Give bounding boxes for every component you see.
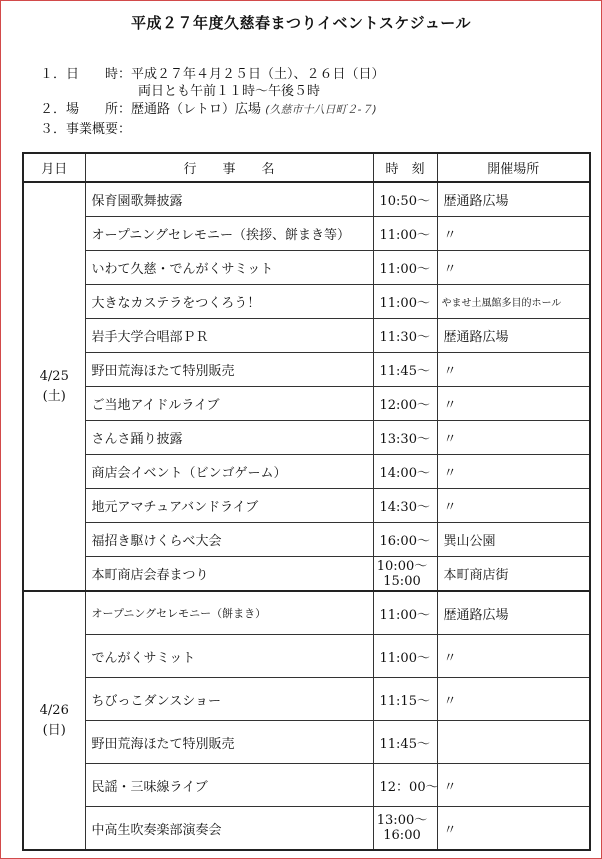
table-row	[23, 807, 590, 851]
event-name: ご当地アイドルライブ	[85, 387, 373, 421]
table-row	[23, 455, 590, 489]
event-place: 〃	[437, 678, 590, 721]
weekday-day1: (土)	[42, 388, 66, 404]
table-row	[23, 489, 590, 523]
page-title: 平成２７年度久慈春まつりイベントスケジュール	[131, 14, 471, 32]
event-time-end: 15:00	[383, 573, 421, 589]
event-name: いわて久慈・でんがくサミット	[85, 251, 373, 285]
venue-label: ２．場 所：	[40, 102, 132, 117]
event-time: 11:45～	[373, 721, 437, 764]
event-time: 11:30～	[373, 319, 437, 353]
event-place: 本町商店街	[437, 557, 590, 592]
event-place: 歴通路広場	[437, 591, 590, 635]
event-time: 10:50～	[373, 182, 437, 217]
date-day1: 4/25	[39, 368, 69, 384]
event-name: 商店会イベント（ビンゴゲーム）	[85, 455, 373, 489]
date-cell-day2	[23, 591, 85, 850]
event-place	[437, 721, 590, 764]
event-place: 〃	[437, 455, 590, 489]
table-row	[23, 251, 590, 285]
info-overview: ３．事業概要：	[40, 122, 132, 137]
event-name: 地元アマチュアバンドライブ	[85, 489, 373, 523]
event-name: 野田荒海ほたて特別販売	[85, 353, 373, 387]
event-name: 野田荒海ほたて特別販売	[85, 721, 373, 764]
event-time	[373, 557, 437, 592]
event-place: 〃	[437, 251, 590, 285]
table-row	[23, 182, 590, 217]
event-time-start: 13:00～	[376, 813, 428, 828]
event-place: 〃	[437, 764, 590, 807]
date-cell-day1	[23, 182, 85, 591]
event-time: 13:30～	[373, 421, 437, 455]
table-row	[23, 387, 590, 421]
venue-value: 歴通路（レトロ）広場	[131, 102, 262, 117]
event-place: 巽山公園	[437, 523, 590, 557]
table-row	[23, 217, 590, 251]
event-time: 11:15～	[373, 678, 437, 721]
event-time: 12：00～	[373, 764, 437, 807]
table-row	[23, 421, 590, 455]
table-row	[23, 557, 590, 592]
table-row	[23, 721, 590, 764]
event-place: 歴通路広場	[437, 319, 590, 353]
table-row	[23, 523, 590, 557]
event-name: 保育園歌舞披露	[85, 182, 373, 217]
schedule-table	[22, 152, 591, 851]
event-place: 〃	[437, 489, 590, 523]
header-place: 開催場所	[437, 153, 590, 182]
event-time-end: 16:00	[383, 828, 421, 843]
table-row	[23, 285, 590, 319]
event-time: 11:45～	[373, 353, 437, 387]
weekday-day2: (日)	[42, 722, 66, 738]
event-place: 歴通路広場	[437, 182, 590, 217]
event-name: 中高生吹奏楽部演奏会	[85, 807, 373, 851]
event-time: 14:00～	[373, 455, 437, 489]
venue-address-handwritten: (久慈市十八日町２-７)	[265, 103, 377, 116]
header-date: 月日	[23, 153, 85, 182]
event-name: でんがくサミット	[85, 635, 373, 678]
event-name: 大きなカステラをつくろう！	[85, 285, 373, 319]
event-time: 14:30～	[373, 489, 437, 523]
date-day2: 4/26	[39, 702, 69, 718]
event-place: 〃	[437, 421, 590, 455]
event-place: 〃	[437, 635, 590, 678]
event-name: 福招き駆けくらべ大会	[85, 523, 373, 557]
table-row	[23, 635, 590, 678]
table-row	[23, 591, 590, 635]
event-time: 11:00～	[373, 635, 437, 678]
table-row	[23, 678, 590, 721]
table-row	[23, 319, 590, 353]
event-name: オープニングセレモニー（餅まき）	[85, 591, 373, 635]
event-time: 11:00～	[373, 285, 437, 319]
table-row	[23, 764, 590, 807]
event-time-start: 10:00～	[376, 558, 428, 574]
event-name: さんさ踊り披露	[85, 421, 373, 455]
table-header-row	[23, 153, 590, 182]
event-place: 〃	[437, 387, 590, 421]
table-row	[23, 353, 590, 387]
event-time: 12:00～	[373, 387, 437, 421]
event-time: 16:00～	[373, 523, 437, 557]
event-name: 岩手大学合唱部ＰＲ	[85, 319, 373, 353]
event-time: 11:00～	[373, 251, 437, 285]
event-name: オープニングセレモニー（挨拶、餅まき等）	[85, 217, 373, 251]
event-place: 〃	[437, 807, 590, 851]
dates-label: １．日 時：	[40, 67, 132, 82]
event-name: ちびっこダンスショー	[85, 678, 373, 721]
header-time: 時 刻	[373, 153, 437, 182]
event-time: 11:00～	[373, 591, 437, 635]
info-hours: 両日とも午前１１時～午後５時	[138, 84, 321, 99]
info-venue	[40, 98, 377, 117]
header-event: 行 事 名	[85, 153, 373, 182]
event-time: 11:00～	[373, 217, 437, 251]
event-name: 民謡・三味線ライブ	[85, 764, 373, 807]
event-place: 〃	[437, 353, 590, 387]
event-name: 本町商店会春まつり	[85, 557, 373, 592]
event-place: やませ土風館多目的ホール	[437, 285, 590, 319]
dates-value: 平成２７年４月２５日（土）、２６日（日）	[131, 67, 385, 82]
event-place: 〃	[437, 217, 590, 251]
event-time	[373, 807, 437, 851]
